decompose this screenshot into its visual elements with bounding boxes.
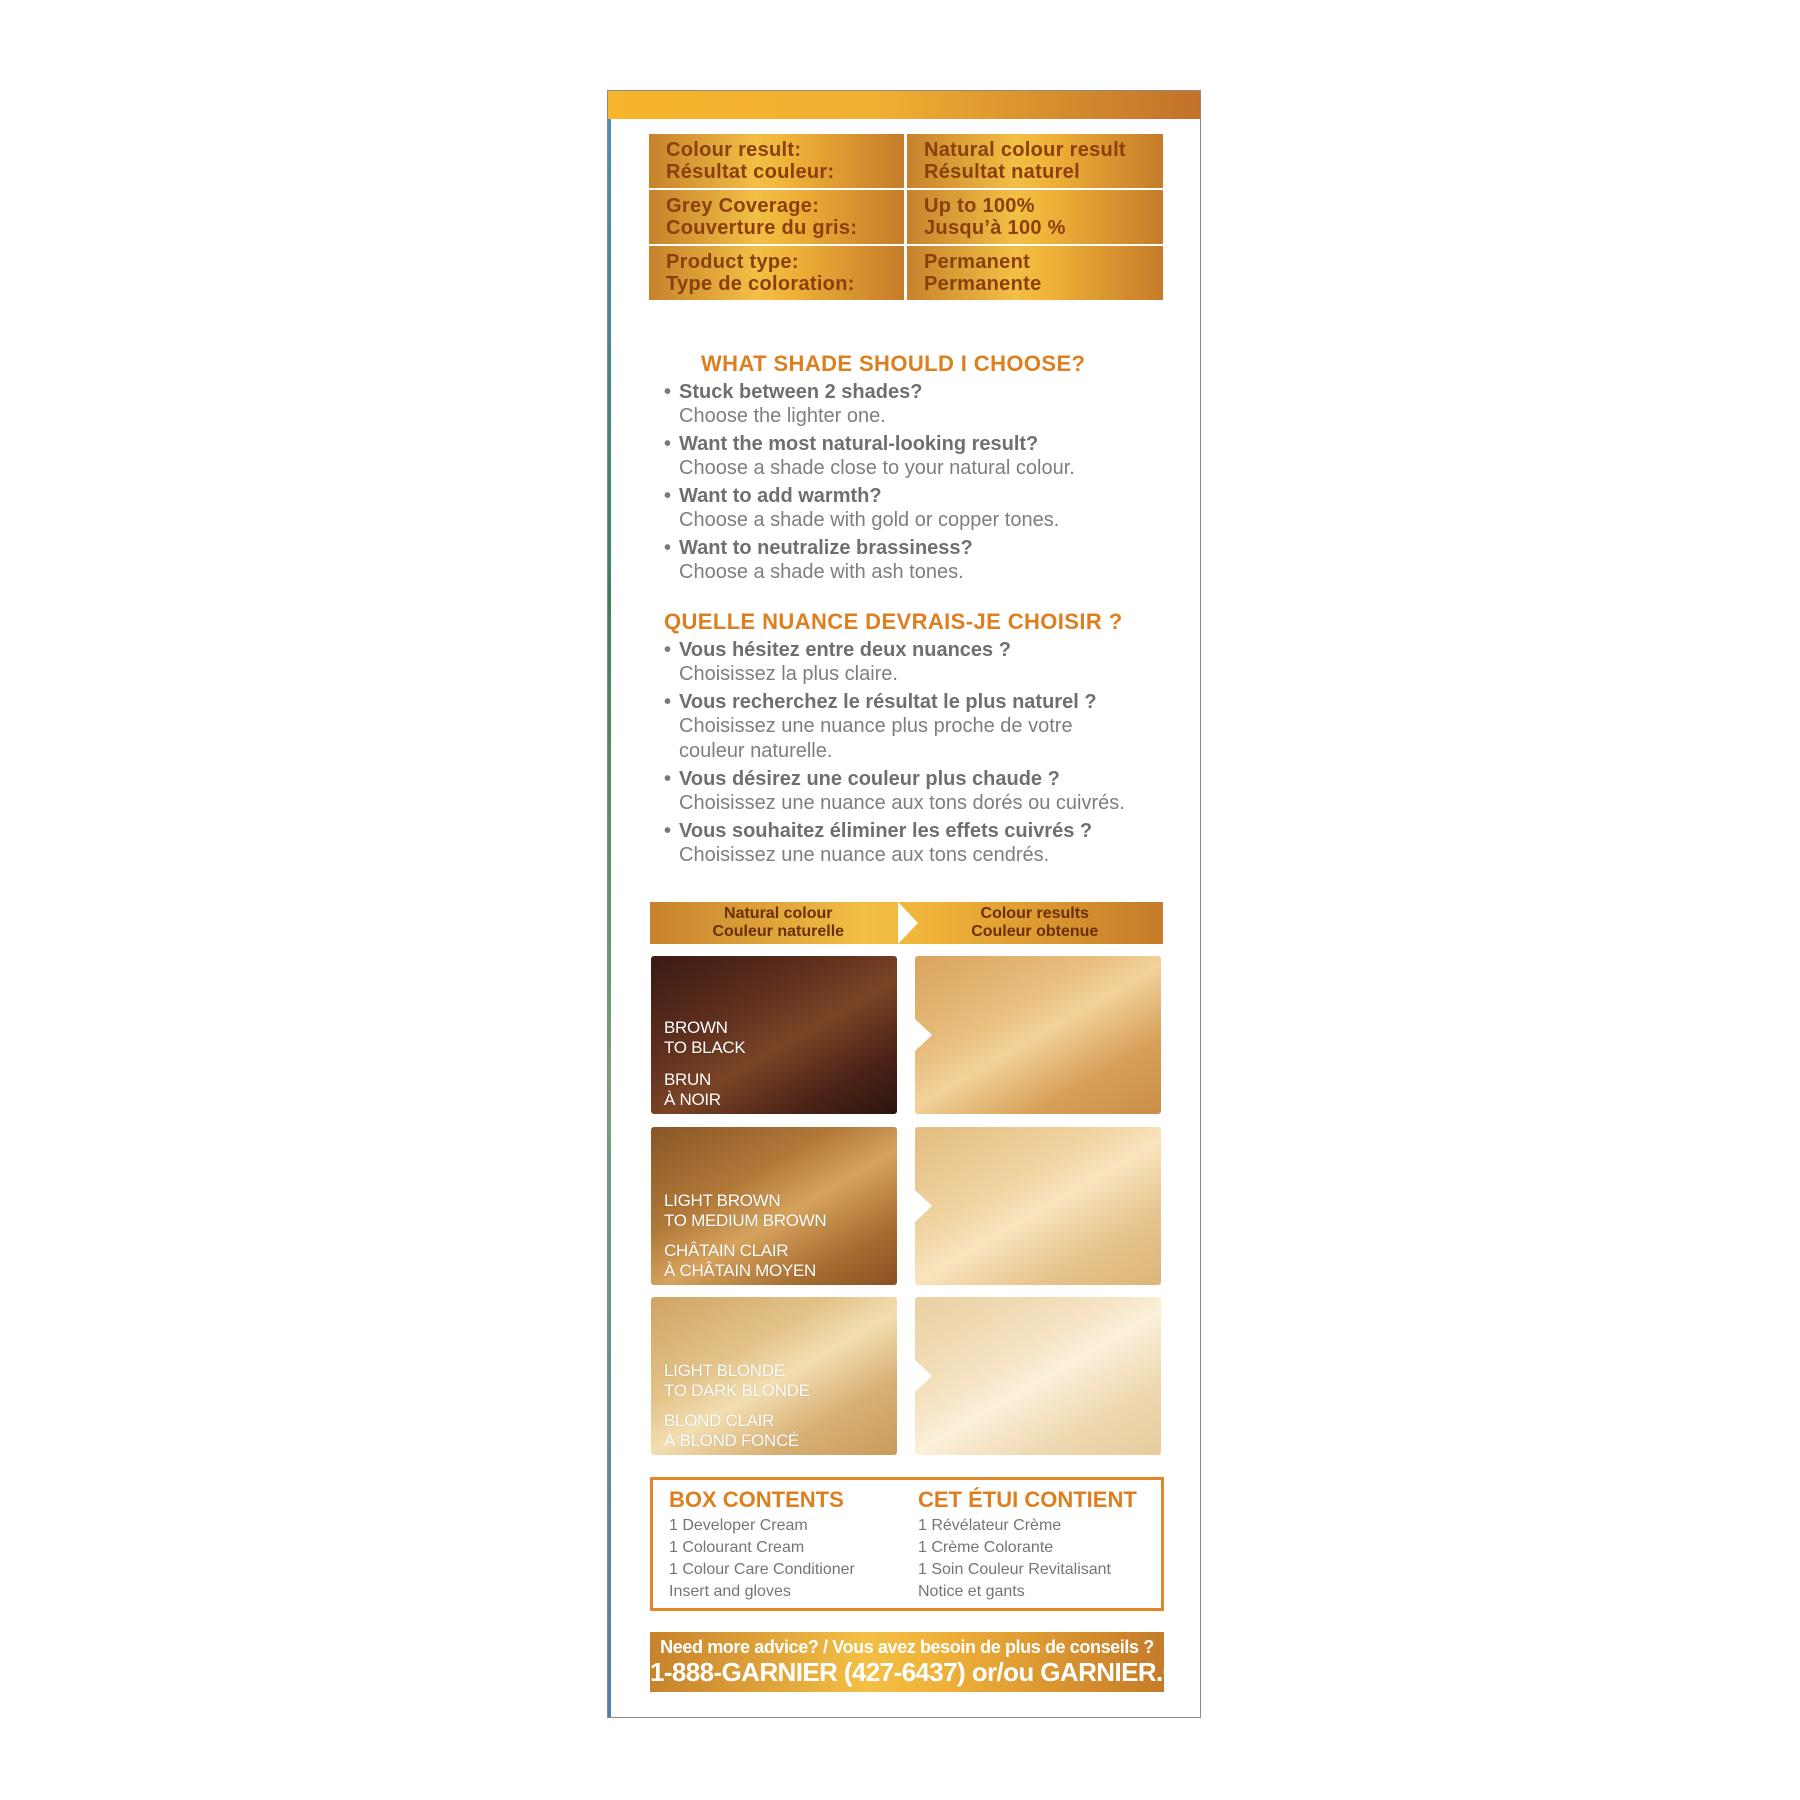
arrow-right-icon bbox=[898, 902, 918, 944]
swatch-label-line: À NOIR bbox=[664, 1090, 721, 1109]
box-item: 1 Révélateur Crème bbox=[918, 1517, 1062, 1534]
spec-label-fr: Résultat couleur: bbox=[666, 161, 835, 183]
swatch-label-line: LIGHT BLONDE bbox=[664, 1361, 785, 1380]
spec-label bbox=[649, 134, 904, 188]
spec-table bbox=[649, 134, 1163, 302]
guide-answer: Choose a shade with gold or copper tones. bbox=[679, 509, 1060, 531]
hair-swatch-result-1 bbox=[915, 956, 1161, 1114]
guide-question: Want the most natural-looking result? bbox=[679, 433, 1039, 455]
swatch-label-en bbox=[664, 1191, 826, 1231]
guide-answer: Choisissez une nuance plus proche de votre couleur naturelle. bbox=[679, 715, 1073, 762]
hair-swatch-light-to-medium-brown bbox=[651, 1127, 897, 1285]
box-contents-title-fr: CET ÉTUI CONTIENT bbox=[918, 1487, 1137, 1512]
guide-question: Stuck between 2 shades? bbox=[679, 381, 923, 403]
shade-guide-fr bbox=[664, 609, 1164, 868]
spec-value-fr: Permanente bbox=[924, 273, 1042, 295]
spec-value-en: Up to 100% bbox=[924, 195, 1035, 217]
swatch-label-line: À BLOND FONCÉ bbox=[664, 1431, 799, 1450]
box-item: 1 Colourant Cream bbox=[669, 1539, 805, 1556]
swatch-label-en bbox=[664, 1361, 810, 1401]
swatch-label-line: BROWN bbox=[664, 1018, 728, 1037]
swatch-label-en bbox=[664, 1018, 745, 1058]
shade-guide-en bbox=[664, 351, 1164, 585]
swatch-label-line: CHÂTAIN CLAIR bbox=[664, 1241, 789, 1260]
bullet: • bbox=[664, 820, 672, 842]
guide-question: Vous recherchez le résultat le plus naturel ? bbox=[679, 691, 1097, 713]
guide-question: Want to neutralize brassiness? bbox=[679, 537, 973, 559]
bullet: • bbox=[664, 485, 672, 507]
swatch-label-fr bbox=[664, 1241, 816, 1281]
guide-item bbox=[664, 484, 1164, 533]
spec-value-fr: Résultat naturel bbox=[924, 161, 1080, 183]
spec-label-en: Colour result: bbox=[666, 139, 802, 161]
bullet: • bbox=[664, 381, 672, 403]
colour-results-heading bbox=[907, 902, 1164, 944]
swatch-label-fr bbox=[664, 1411, 799, 1451]
swatch-label-line: À CHÂTAIN MOYEN bbox=[664, 1261, 816, 1280]
spec-value-en: Permanent bbox=[924, 251, 1031, 273]
guide-answer: Choisissez une nuance aux tons cendrés. bbox=[679, 844, 1050, 866]
guide-question: Vous hésitez entre deux nuances ? bbox=[679, 639, 1011, 661]
box-contents-fr bbox=[912, 1480, 1161, 1608]
advice-banner bbox=[650, 1632, 1199, 1692]
guide-question: Vous souhaitez éliminer les effets cuivrés ? bbox=[679, 820, 1093, 842]
swatch-label-line: BLOND CLAIR bbox=[664, 1411, 775, 1430]
guide-item bbox=[664, 432, 1164, 481]
swatch-label-line: LIGHT BROWN bbox=[664, 1191, 781, 1210]
top-color-bar bbox=[608, 91, 1200, 119]
shade-guide-title-fr: QUELLE NUANCE DEVRAIS-JE CHOISIR ? bbox=[664, 609, 1123, 634]
hair-swatch-result-3 bbox=[915, 1297, 1161, 1455]
notch-shape bbox=[915, 1189, 932, 1223]
guide-answer: Choose a shade with ash tones. bbox=[679, 561, 964, 583]
spec-row-grey-coverage bbox=[649, 190, 1163, 244]
hair-swatch-result-2 bbox=[915, 1127, 1161, 1285]
bullet: • bbox=[664, 639, 672, 661]
guide-item bbox=[664, 690, 1164, 764]
box-item: 1 Soin Couleur Revitalisant bbox=[918, 1561, 1111, 1578]
guide-answer: Choisissez la plus claire. bbox=[679, 663, 898, 685]
guide-item bbox=[664, 536, 1164, 585]
swatch-label-line: BRUN bbox=[664, 1070, 711, 1089]
product-panel bbox=[607, 90, 1201, 1718]
guide-item bbox=[664, 819, 1164, 868]
hair-swatch-brown-to-black bbox=[651, 956, 897, 1114]
spec-label bbox=[649, 190, 904, 244]
spec-value bbox=[907, 190, 1163, 244]
guide-item bbox=[664, 767, 1164, 816]
bullet: • bbox=[664, 433, 672, 455]
spec-value bbox=[907, 246, 1163, 300]
spec-row-product-type bbox=[649, 246, 1163, 300]
swatch-label-line: TO DARK BLONDE bbox=[664, 1381, 810, 1400]
swatch-label-line: TO MEDIUM BROWN bbox=[664, 1211, 827, 1230]
notch-shape bbox=[915, 1018, 932, 1052]
box-contents bbox=[650, 1477, 1164, 1611]
guide-question: Vous désirez une couleur plus chaude ? bbox=[679, 768, 1060, 790]
natural-colour-heading-en: Natural colour bbox=[724, 905, 833, 922]
spec-row-colour-result bbox=[649, 134, 1163, 188]
spec-value-en: Natural colour result bbox=[924, 139, 1126, 161]
bullet: • bbox=[664, 768, 672, 790]
box-item: Notice et gants bbox=[918, 1583, 1025, 1600]
swatch-label-line: TO BLACK bbox=[664, 1038, 746, 1057]
colour-results-heading-fr: Couleur obtenue bbox=[971, 923, 1099, 940]
advice-text: Need more advice? / Vous avez besoin de plus de conseils ? bbox=[660, 1637, 1154, 1657]
spec-label-en: Grey Coverage: bbox=[666, 195, 820, 217]
advice-contact[interactable]: 1-888-GARNIER (427-6437) or/ou GARNIER.CA bbox=[650, 1657, 1199, 1687]
box-item: 1 Colour Care Conditioner bbox=[669, 1561, 855, 1578]
box-item: 1 Developer Cream bbox=[669, 1517, 808, 1534]
guide-item bbox=[664, 638, 1164, 687]
spec-value-fr: Jusqu’à 100 % bbox=[924, 217, 1066, 239]
guide-answer: Choisissez une nuance aux tons dorés ou cuivrés. bbox=[679, 792, 1125, 814]
natural-colour-heading bbox=[650, 902, 907, 944]
spec-label bbox=[649, 246, 904, 300]
swatch-label-fr bbox=[664, 1070, 721, 1110]
box-item: 1 Crème Colorante bbox=[918, 1539, 1054, 1556]
box-contents-title-en: BOX CONTENTS bbox=[669, 1487, 844, 1512]
spec-label-en: Product type: bbox=[666, 251, 799, 273]
shade-guide-title-en: WHAT SHADE SHOULD I CHOOSE? bbox=[701, 351, 1086, 376]
guide-answer: Choose the lighter one. bbox=[679, 405, 886, 427]
bullet: • bbox=[664, 537, 672, 559]
natural-colour-heading-fr: Couleur naturelle bbox=[712, 923, 845, 940]
notch-shape bbox=[915, 1359, 932, 1393]
spec-value bbox=[907, 134, 1163, 188]
box-contents-en bbox=[653, 1480, 912, 1608]
bullet: • bbox=[664, 691, 672, 713]
guide-item bbox=[664, 380, 1164, 429]
hair-swatch-light-to-dark-blonde bbox=[651, 1297, 897, 1455]
spec-label-fr: Type de coloration: bbox=[666, 273, 855, 295]
comparison-header bbox=[650, 902, 1163, 944]
spec-label-fr: Couverture du gris: bbox=[666, 217, 858, 239]
colour-results-heading-en: Colour results bbox=[980, 905, 1089, 922]
guide-question: Want to add warmth? bbox=[679, 485, 882, 507]
side-edge-strip bbox=[608, 119, 611, 1717]
guide-answer: Choose a shade close to your natural colour. bbox=[679, 457, 1075, 479]
box-item: Insert and gloves bbox=[669, 1583, 791, 1600]
